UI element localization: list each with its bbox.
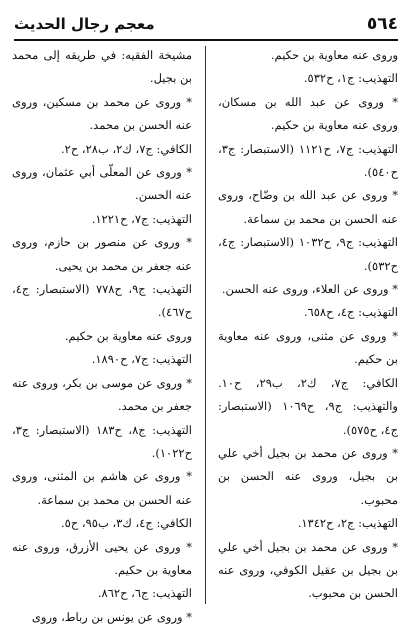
text-paragraph: التهذيب: ج٤، ح٦٥٨. bbox=[303, 305, 398, 320]
text-paragraph: التهذيب: ج١، ح٥٣٢. bbox=[303, 71, 398, 86]
text-paragraph: الكافي: ج٧، ك٢، ب٢٩، ح١٠. والتهذيب: ج٩، ح١٠٦٩ (الاستبصار: ج٤، ح٥٧٥). bbox=[218, 375, 398, 437]
text-paragraph: * وروى عن موسى بن بكر، وروى عنه جعفر بن محمد. bbox=[12, 375, 192, 414]
text-paragraph: * وروى عن هاشم بن المثنى، وروى عنه الحسن بن محمد بن سماعة. bbox=[12, 469, 192, 507]
text-paragraph: * وروى عن العلاء، وروى عنه الحسن. bbox=[221, 282, 398, 297]
text-paragraph: وروى عنه معاوية بن حكيم. bbox=[64, 328, 192, 343]
text-paragraph: * وروى عن يونس بن رباط، وروى bbox=[31, 609, 192, 624]
text-paragraph: * وروى عن مثنى، وروى عنه معاوية بن حكيم. bbox=[218, 328, 398, 367]
text-paragraph: * وروى عن عبد الله بن وضّاح، وروى عنه الحسن بن محمد بن سماعة. bbox=[218, 188, 398, 226]
text-paragraph: * وروى عن عبد الله بن مسكان، وروى عنه معاوية بن حكيم. bbox=[218, 94, 398, 133]
text-paragraph: الكافي: ج٧، ك٢، ب٢٨، ح٢. bbox=[60, 141, 192, 156]
page-header bbox=[14, 10, 398, 38]
text-paragraph: التهذيب: ج٧، ح١١٢١ (الاستبصار: ج٣، ح٥٤٠). bbox=[218, 141, 399, 180]
right-column bbox=[218, 44, 398, 606]
text-paragraph: التهذيب: ج٧، ح١٨٩٠. bbox=[91, 352, 192, 367]
text-paragraph: * وروى عن محمد بن مسكين، وروى عنه الحسن بن محمد. bbox=[12, 94, 192, 133]
text-paragraph: وروى عنه معاوية بن حكيم. bbox=[270, 48, 398, 62]
text-paragraph: * وروى عن محمد بن بجيل أخي علي بن بجيل بن عقيل الكوفي، وروى عنه الحسن بن محبوب. bbox=[218, 539, 398, 601]
text-paragraph: الكافي: ج٤، ك٣، ب٩٥، ح٥. bbox=[60, 516, 192, 531]
book-title: معجم رجال الحديث bbox=[14, 15, 155, 33]
text-paragraph: التهذيب: ج٢، ح١٣٤٢. bbox=[297, 516, 398, 531]
text-paragraph: التهذيب: ج٩، ح١٠٣٢ (الاستبصار: ج٤، ح٥٣٢). bbox=[218, 235, 399, 273]
text-paragraph: التهذيب: ج٨، ح١٨٣ (الاستبصار: ج٣، ح١٠٢٢). bbox=[12, 422, 193, 460]
text-paragraph: التهذيب: ج٩، ح٧٧٨ (الاستبصار: ج٤، ح٤٦٧). bbox=[12, 282, 193, 320]
text-paragraph: مشيخة الفقيه: في طريقه إلى محمد بن بجيل. bbox=[12, 48, 192, 86]
text-paragraph: * وروى عن يحيى الأزرق، وروى عنه معاوية بن حكيم. bbox=[12, 539, 192, 577]
left-column bbox=[12, 44, 192, 629]
column-divider bbox=[205, 46, 206, 604]
header-rule bbox=[14, 39, 398, 41]
page-number: ٥٦٤ bbox=[366, 14, 398, 34]
text-paragraph: * وروى عن محمد بن بجيل أخي علي بن بجيل، وروى عنه الحسن بن محبوب. bbox=[218, 445, 398, 507]
text-paragraph: * وروى عن المعلّى أبي عثمان، وروى عنه الحسن. bbox=[12, 165, 192, 203]
text-paragraph: التهذيب: ج٧، ح١٢٢١. bbox=[91, 211, 192, 226]
text-paragraph: * وروى عن منصور بن حازم، وروى عنه جعفر بن محمد بن يحيى. bbox=[12, 235, 192, 273]
text-paragraph: التهذيب: ج٦، ح٨٦٢. bbox=[97, 586, 192, 601]
